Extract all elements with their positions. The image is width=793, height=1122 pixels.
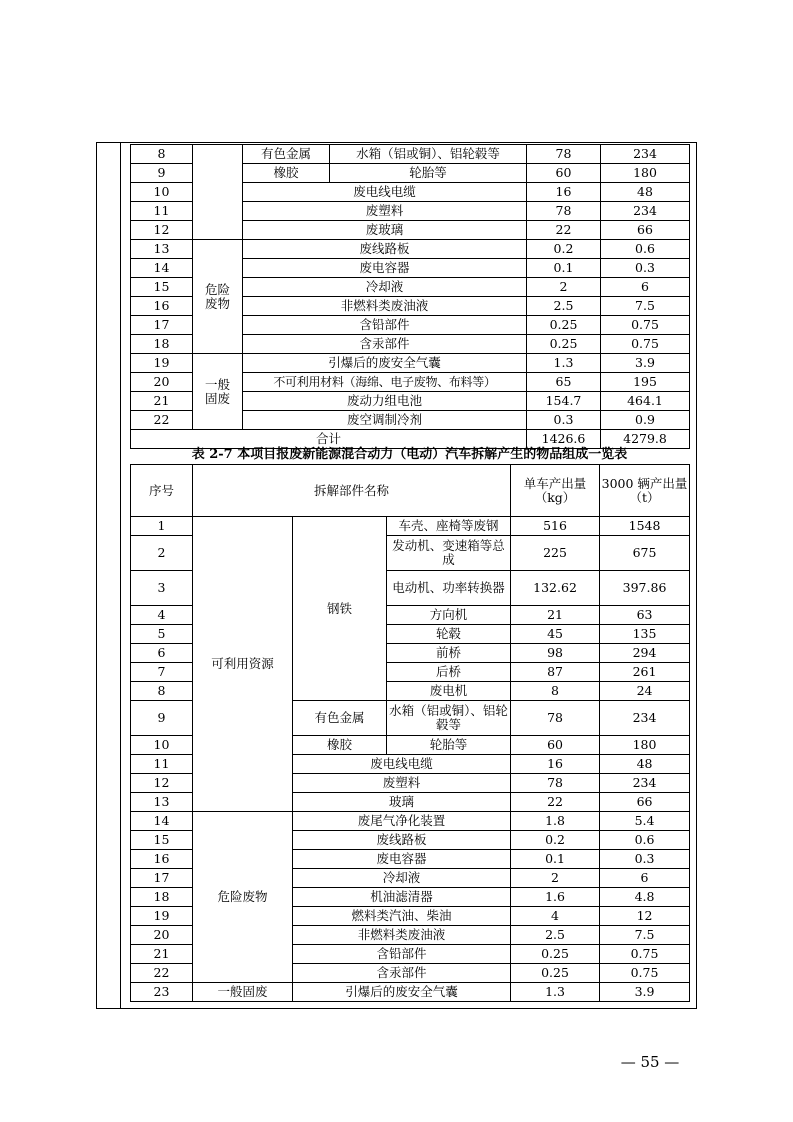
- table-row: 20 不可利用材料（海绵、电子废物、布料等） 65 195: [131, 373, 690, 392]
- table-row: 21 含铅部件 0.25 0.75: [131, 945, 690, 964]
- category-general: 一般 固废: [193, 354, 243, 430]
- table-row: 15 冷却液 2 6: [131, 278, 690, 297]
- table-row: 2 发动机、变速箱等总成 225 675: [131, 536, 690, 571]
- table-continued: [130, 144, 690, 449]
- table-row: 10 废电线电缆 16 48: [131, 183, 690, 202]
- header-no: 序号: [131, 465, 193, 517]
- table-row: 23 一般固废 引爆后的废安全气囊 1.3 3.9: [131, 983, 690, 1002]
- table-row: 6 前桥 98 294: [131, 644, 690, 663]
- margin-rule: [120, 142, 121, 1009]
- table-row: 12 废塑料 78 234: [131, 774, 690, 793]
- table-2-7: [130, 464, 690, 1002]
- page-number: — 55 —: [620, 1053, 680, 1071]
- table-caption: 表 2-7 本项目报废新能源混合动力（电动）汽车拆解产生的物品组成一览表: [191, 447, 628, 462]
- category-hazardous: 危险废物: [193, 812, 293, 983]
- category-cell-empty: [193, 145, 243, 240]
- table-row: 7 后桥 87 261: [131, 663, 690, 682]
- table-row: 22 含汞部件 0.25 0.75: [131, 964, 690, 983]
- subcategory-nonferrous: 有色金属: [293, 701, 387, 736]
- table-row: 13 危险 废物 废线路板 0.2 0.6: [131, 240, 690, 259]
- table-row: 9 有色金属 水箱（铝或铜）、铝轮毂等 78 234: [131, 701, 690, 736]
- table-row: 17 含铅部件 0.25 0.75: [131, 316, 690, 335]
- header-total: 3000 辆产出量（t）: [600, 465, 690, 517]
- table-row: 5 轮毂 45 135: [131, 625, 690, 644]
- table-row: 13 玻璃 22 66: [131, 793, 690, 812]
- category-general: 一般固废: [193, 983, 293, 1002]
- table-row: 18 含汞部件 0.25 0.75: [131, 335, 690, 354]
- header-per-car: 单车产出量（kg）: [511, 465, 600, 517]
- table-row: 11 废塑料 78 234: [131, 202, 690, 221]
- table-row: 3 电动机、功率转换器 132.62 397.86: [131, 571, 690, 606]
- table-row: 15 废线路板 0.2 0.6: [131, 831, 690, 850]
- table-total-row: 合计 1426.6 4279.8: [131, 430, 690, 449]
- table-row: 8 有色金属 水箱（铝或铜）、铝轮毂等 78 234: [131, 145, 690, 164]
- table-row: 12 废玻璃 22 66: [131, 221, 690, 240]
- table-row: 4 方向机 21 63: [131, 606, 690, 625]
- table-row: 20 非燃料类废油液 2.5 7.5: [131, 926, 690, 945]
- table-header-row: [131, 465, 690, 517]
- table-row: 9 橡胶 轮胎等 60 180: [131, 164, 690, 183]
- table-row: 21 废动力组电池 154.7 464.1: [131, 392, 690, 411]
- table-row: 19 燃料类汽油、柴油 4 12: [131, 907, 690, 926]
- category-recyclable: 可利用资源: [193, 517, 293, 812]
- table-row: 16 废电容器 0.1 0.3: [131, 850, 690, 869]
- table-row: 17 冷却液 2 6: [131, 869, 690, 888]
- header-name: 拆解部件名称: [193, 465, 511, 517]
- table-row: 22 废空调制冷剂 0.3 0.9: [131, 411, 690, 430]
- table-row: 14 废电容器 0.1 0.3: [131, 259, 690, 278]
- subcategory-steel: 钢铁: [293, 517, 387, 701]
- table-row: 19 一般 固废 引爆后的废安全气囊 1.3 3.9: [131, 354, 690, 373]
- table-row: 10 橡胶 轮胎等 60 180: [131, 736, 690, 755]
- table-row: 1 可利用资源 钢铁 车壳、座椅等废钢 516 1548: [131, 517, 690, 536]
- table-row: 11 废电线电缆 16 48: [131, 755, 690, 774]
- table-row: 16 非燃料类废油液 2.5 7.5: [131, 297, 690, 316]
- subcategory-rubber: 橡胶: [293, 736, 387, 755]
- table-row: 14 危险废物 废尾气净化装置 1.8 5.4: [131, 812, 690, 831]
- table-row: 18 机油滤清器 1.6 4.8: [131, 888, 690, 907]
- category-hazardous: 危险 废物: [193, 240, 243, 354]
- table-row: 8 废电机 8 24: [131, 682, 690, 701]
